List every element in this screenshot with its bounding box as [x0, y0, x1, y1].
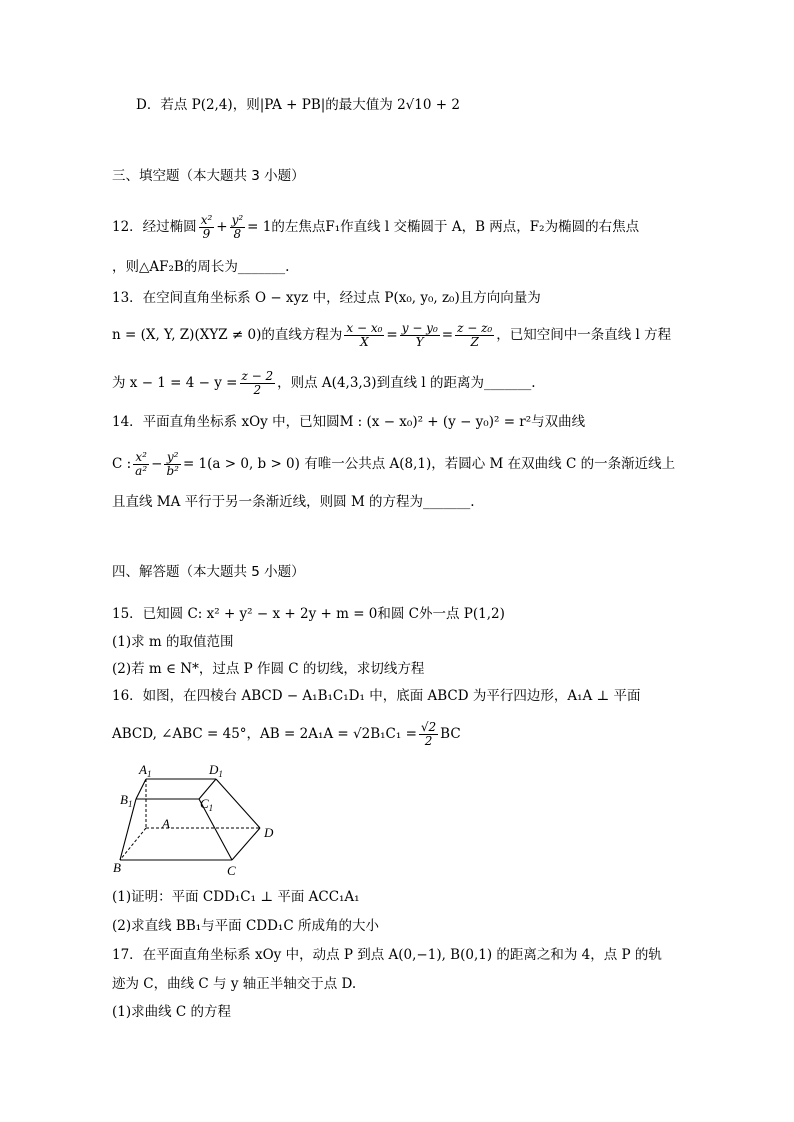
q13-line3-suffix: ，则点 A(4,3,3)到直线 l 的距离为_______. [277, 375, 536, 391]
q13-suffix: ，已知空间中一条直线 l 方程 [496, 327, 672, 343]
q12-prefix: 12．经过椭圆 [112, 219, 197, 235]
question-16-part-1: (1)证明：平面 CDD₁C₁ ⊥ 平面 ACC₁A₁ [112, 889, 360, 905]
label-A1: $A_1$ [139, 762, 152, 779]
q13-fraction-y: $\frac{\text{y − y₀}}{Y}$ [401, 321, 438, 349]
q16-fraction: $\frac{√2}{2}$ [420, 720, 437, 748]
q16-suffix: BC [440, 726, 461, 742]
option-d: D．若点 P(2,4)，则|PA + PB|的最大值为 2√10 + 2 [136, 97, 460, 113]
label-A: A [162, 816, 170, 831]
q16-prefix: ABCD, ∠ABC = 45°，AB = 2A₁A = √2B₁C₁ = [112, 726, 417, 742]
q14-suffix: = 1(a > 0, b > 0) 有唯一公共点 A(8,1)，若圆心 M 在双曲线 C 的一条渐近线上 [182, 456, 676, 472]
question-15-part-2: (2)若 m ∈ N*，过点 P 作圆 C 的切线，求切线方程 [112, 661, 425, 677]
question-16-line-2 [112, 718, 461, 750]
question-15-part-1: (1)求 m 的取值范围 [112, 634, 234, 650]
q14-prefix: C : [112, 456, 132, 472]
question-14-line-2 [112, 449, 675, 479]
label-B: B [113, 860, 121, 875]
question-14-line-3: 且直线 MA 平行于另一条渐近线，则圆 M 的方程为_______. [112, 494, 475, 510]
q13-prefix: n = (X, Y, Z)(XYZ ≠ 0)的直线方程为 [112, 327, 343, 343]
q13-equals-1: = [386, 327, 398, 343]
q13-fraction-line3: $\frac{z - 2}{2}$ [241, 369, 274, 397]
q14-fraction-y: $\frac{\text{y²}}{\text{b²}}$ [166, 450, 179, 478]
q14-fraction-x: $\frac{\text{x²}}{\text{a²}}$ [135, 450, 148, 478]
question-17-line-2: 迹为 C，曲线 C 与 y 轴正半轴交于点 D. [112, 976, 357, 992]
edge-DC [232, 828, 260, 860]
label-C: C [227, 863, 236, 878]
q12-fraction-x: $\frac{\text{x²}}{9}$ [200, 213, 213, 241]
question-15-line-1: 15．已知圆 C: x² + y² − x + 2y + m = 0和圆 C外一点 P(1,2) [112, 606, 505, 622]
question-12-line-1 [112, 212, 639, 242]
section-3-title: 三、填空题（本大题共 3 小题） [112, 168, 305, 184]
label-D1: $D_1$ [209, 762, 223, 779]
label-C1: $C_1$ [200, 796, 214, 813]
edge-B1A1 [136, 779, 146, 799]
q12-fraction-y: $\frac{\text{y²}}{8}$ [231, 213, 244, 241]
label-B1: $B_1$ [120, 792, 133, 809]
q14-minus: − [151, 456, 163, 472]
q12-suffix: = 1的左焦点F₁作直线 l 交椭圆于 A，B 两点，F₂为椭圆的右焦点 [247, 219, 640, 235]
question-17-part-1: (1)求曲线 C 的方程 [112, 1004, 232, 1020]
q13-equals-2: = [441, 327, 454, 343]
frustum-figure [112, 762, 287, 880]
q13-fraction-x: $\frac{\text{x − x₀}}{X}$ [346, 321, 383, 349]
q12-plus: + [216, 219, 228, 235]
q13-fraction-z: $\frac{\text{z − z₀}}{Z}$ [457, 321, 493, 349]
question-13-line-2 [112, 320, 671, 350]
section-4-title: 四、解答题（本大题共 5 小题） [112, 564, 305, 580]
question-16-line-1: 16．如图，在四棱台 ABCD − A₁B₁C₁D₁ 中，底面 ABCD 为平行四边形，A₁A ⊥ 平面 [112, 688, 641, 704]
question-16-part-2: (2)求直线 BB₁与平面 CDD₁C 所成角的大小 [112, 918, 379, 934]
question-17-line-1: 17．在平面直角坐标系 xOy 中，动点 P 到点 A(0,−1), B(0,1) 的距离之和为 4，点 P 的轨 [112, 947, 662, 963]
question-13-line-3 [112, 368, 536, 398]
edge-D1D [216, 779, 260, 828]
question-12-line-2: ，则△AF₂B的周长为_______. [112, 259, 290, 275]
label-D: D [264, 825, 274, 840]
q13-line3-prefix: 为 x − 1 = 4 − y = [112, 375, 238, 391]
question-13-line-1: 13．在空间直角坐标系 O − xyz 中，经过点 P(x₀, y₀, z₀)且方向向量为 [112, 290, 541, 306]
question-14-line-1: 14．平面直角坐标系 xOy 中，已知圆M : (x − x₀)² + (y − y₀)² = r²与双曲线 [112, 414, 586, 430]
